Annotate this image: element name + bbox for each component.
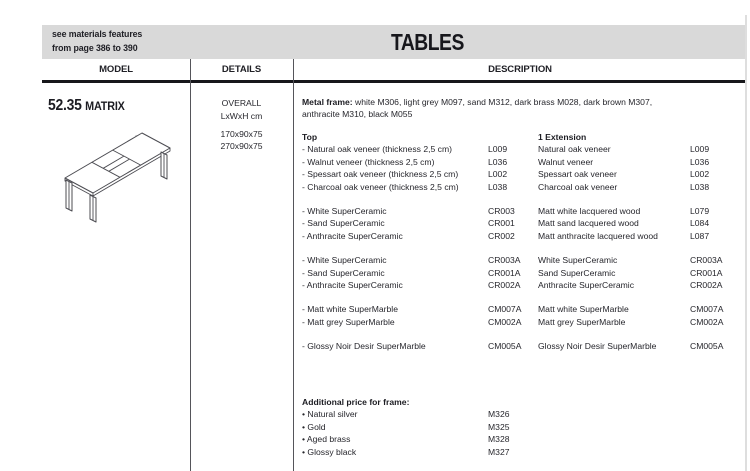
materials-note-line2: from page 386 to 390	[52, 42, 138, 53]
materials-note	[52, 28, 142, 55]
model-name: MATRIX	[85, 99, 125, 113]
top-finish-label: - Matt white SuperMarble	[302, 304, 398, 315]
frame-color-code: M328	[488, 434, 510, 445]
top-finish-code: CR002	[488, 230, 515, 241]
details-block	[190, 97, 293, 153]
top-finish-code: CM005A	[488, 341, 522, 352]
top-finish-code: CR003A	[488, 255, 521, 266]
additional-price-title: Additional price for frame:	[302, 397, 410, 407]
ext-finish-label: Matt grey SuperMarble	[538, 316, 626, 327]
top-finish-label: - Glossy Noir Desir SuperMarble	[302, 341, 426, 352]
ext-finish-code: CM005A	[690, 341, 724, 352]
top-finish-label: - Charcoal oak veneer (thickness 2,5 cm)	[302, 181, 459, 192]
finish-group-1	[302, 131, 747, 193]
finish-options-table	[302, 131, 747, 365]
ext-finish-code: L079	[690, 206, 710, 217]
frame-color-code: M326	[488, 409, 510, 420]
top-finish-code: CR001	[488, 218, 515, 229]
ext-finish-label: Glossy Noir Desir SuperMarble	[538, 341, 657, 352]
ext-finish-code: CR002A	[690, 280, 723, 291]
spacer	[488, 131, 538, 143]
top-finish-label: - Anthracite SuperCeramic	[302, 230, 403, 241]
ext-finish-code: CR001A	[690, 267, 723, 278]
spacer	[690, 131, 747, 143]
divider-details-description	[293, 59, 294, 471]
top-finish-label: - Matt grey SuperMarble	[302, 316, 395, 327]
metal-frame-text: white M306, light grey M097, sand M312, dark brass M028, dark brown M307, anthracite M310, black M055	[302, 97, 653, 119]
ext-finish-label: Spessart oak veneer	[538, 169, 617, 180]
page-title: TABLES	[391, 29, 464, 55]
ext-finish-label: White SuperCeramic	[538, 255, 618, 266]
additional-price-section	[302, 396, 538, 458]
top-finish-code: CR001A	[488, 267, 521, 278]
top-finish-code: CR002A	[488, 280, 521, 291]
frame-color-code: M325	[488, 421, 510, 432]
ext-finish-label: Matt white SuperMarble	[538, 304, 629, 315]
materials-note-line1: see materials features	[52, 29, 143, 39]
details-overall-label: OVERALL	[221, 98, 262, 108]
frame-color-code: M327	[488, 446, 510, 457]
column-header-description: DESCRIPTION	[488, 64, 552, 75]
ext-finish-label: Matt white lacquered wood	[538, 206, 641, 217]
ext-finish-code: L087	[690, 230, 710, 241]
top-finish-label: - White SuperCeramic	[302, 206, 387, 217]
ext-finish-code: L038	[690, 181, 710, 192]
column-header-model: MODEL	[99, 64, 133, 75]
ext-finish-code: L002	[690, 169, 710, 180]
finish-group-2	[302, 205, 747, 242]
details-dimension-1: 170x90x75	[220, 128, 263, 139]
top-finish-label: - Sand SuperCeramic	[302, 267, 385, 278]
ext-finish-code: L084	[690, 218, 710, 229]
ext-finish-label: Matt sand lacquered wood	[538, 218, 639, 229]
top-finish-code: CM002A	[488, 316, 522, 327]
model-title	[48, 97, 125, 115]
extendable-table-drawing-icon	[50, 125, 190, 235]
top-finish-code: L002	[488, 169, 508, 180]
top-finish-label: - Anthracite SuperCeramic	[302, 280, 403, 291]
header-rule	[42, 80, 747, 83]
extension-column-header: 1 Extension	[538, 132, 587, 142]
frame-color-option: • Aged brass	[302, 434, 351, 445]
ext-finish-label: Anthracite SuperCeramic	[538, 280, 635, 291]
top-finish-code: L036	[488, 156, 508, 167]
top-finish-label: - Walnut veneer (thickness 2,5 cm)	[302, 156, 435, 167]
column-header-details: DETAILS	[221, 64, 262, 75]
top-finish-label: - White SuperCeramic	[302, 255, 387, 266]
ext-finish-label: Walnut veneer	[538, 156, 594, 167]
details-dimension-2: 270x90x75	[220, 141, 263, 152]
ext-finish-label: Natural oak veneer	[538, 144, 611, 155]
ext-finish-code: CR003A	[690, 255, 723, 266]
top-finish-code: L009	[488, 144, 508, 155]
ext-finish-code: L036	[690, 156, 710, 167]
frame-color-option: • Gold	[302, 421, 326, 432]
finish-group-4	[302, 303, 747, 328]
header-band	[42, 25, 746, 59]
frame-color-option: • Natural silver	[302, 409, 358, 420]
ext-finish-code: L009	[690, 144, 710, 155]
top-finish-code: L038	[488, 181, 508, 192]
finish-group-3	[302, 254, 747, 291]
frame-color-option: • Glossy black	[302, 446, 357, 457]
model-number: 52.35	[48, 97, 82, 114]
finish-group-5	[302, 340, 747, 352]
top-finish-label: - Natural oak veneer (thickness 2,5 cm)	[302, 144, 452, 155]
ext-finish-code: CM007A	[690, 304, 724, 315]
ext-finish-label: Sand SuperCeramic	[538, 267, 616, 278]
metal-frame-label: Metal frame:	[302, 97, 353, 107]
top-finish-code: CR003	[488, 206, 515, 217]
metal-frame-paragraph	[302, 97, 687, 120]
top-finish-code: CM007A	[488, 304, 522, 315]
top-column-header: Top	[302, 132, 318, 142]
ext-finish-code: CM002A	[690, 316, 724, 327]
ext-finish-label: Matt anthracite lacquered wood	[538, 230, 658, 241]
top-finish-label: - Spessart oak veneer (thickness 2,5 cm)	[302, 169, 459, 180]
details-dimensions-label: LxWxH cm	[220, 110, 263, 121]
top-finish-label: - Sand SuperCeramic	[302, 218, 385, 229]
ext-finish-label: Charcoal oak veneer	[538, 181, 618, 192]
